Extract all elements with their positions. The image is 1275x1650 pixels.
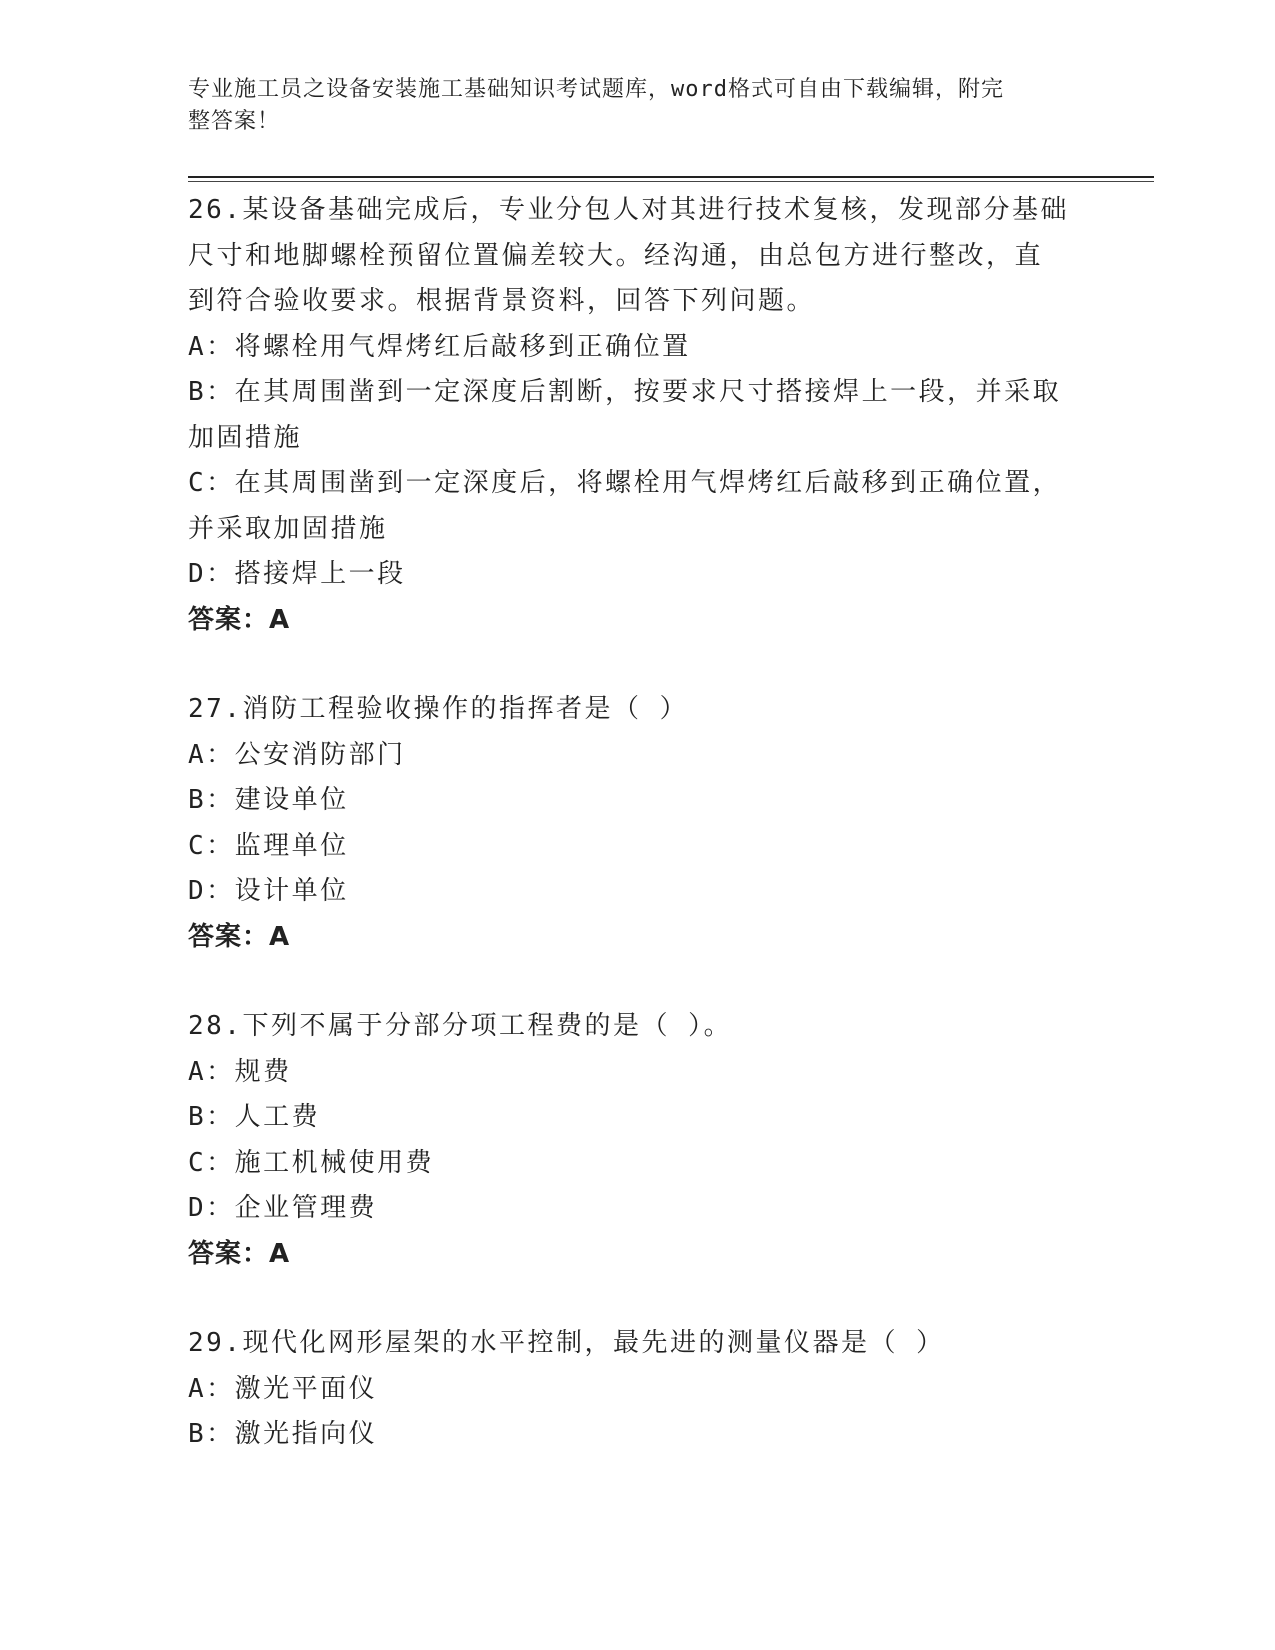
option-text-line: A：激光平面仪	[188, 1373, 378, 1404]
question-block	[188, 1321, 1088, 1458]
option-text-line: 加固措施	[188, 422, 303, 453]
option-text-line: B：在其周围凿到一定深度后割断，按要求尺寸搭接焊上一段，并采取	[188, 377, 1062, 407]
answer-line: 答案：A	[188, 1238, 291, 1269]
option-text-line: C：施工机械使用费	[188, 1147, 435, 1178]
header-divider-thin	[188, 181, 1154, 182]
question-block	[188, 1004, 1088, 1277]
question-block	[188, 687, 1088, 960]
option-text-line: D：设计单位	[188, 876, 349, 906]
option-text-line: B：人工费	[188, 1102, 321, 1132]
question-stem-line: 28.下列不属于分部分项工程费的是（ ）。	[188, 1011, 733, 1041]
question-option	[188, 1367, 1088, 1413]
answer-line: 答案：A	[188, 921, 291, 952]
question-stem-line: 到符合验收要求。根据背景资料，回答下列问题。	[188, 286, 816, 316]
header-title-line-1: 专业施工员之设备安装施工基础知识考试题库，word格式可自由下载编辑，附完	[188, 77, 1004, 102]
question-option	[188, 824, 1088, 870]
question-option	[188, 325, 1088, 371]
option-text-line: D：企业管理费	[188, 1193, 378, 1223]
question-option	[188, 1095, 1088, 1141]
document-header	[188, 74, 1068, 138]
question-option	[188, 778, 1088, 824]
option-text-line: B：建设单位	[188, 785, 349, 815]
answer-line: 答案：A	[188, 604, 291, 635]
question-option	[188, 1186, 1088, 1232]
option-text-line: A：公安消防部门	[188, 739, 406, 770]
option-text-line: B：激光指向仪	[188, 1419, 378, 1449]
option-text-line: 并采取加固措施	[188, 513, 388, 544]
question-block	[188, 188, 1088, 643]
option-text-line: D：搭接焊上一段	[188, 559, 406, 589]
header-divider-thick	[188, 176, 1154, 178]
question-stem-line: 29.现代化网形屋架的水平控制，最先进的测量仪器是（ ）	[188, 1328, 945, 1358]
option-text-line: C：监理单位	[188, 830, 349, 861]
question-option	[188, 1412, 1088, 1458]
question-stem-line: 尺寸和地脚螺栓预留位置偏差较大。经沟通，由总包方进行整改，直	[188, 240, 1044, 271]
question-stem-line: 26.某设备基础完成后，专业分包人对其进行技术复核，发现部分基础	[188, 195, 1069, 225]
question-option	[188, 869, 1088, 915]
question-option	[188, 1141, 1088, 1187]
question-stem-line: 27.消防工程验收操作的指挥者是（ ）	[188, 694, 689, 724]
option-text-line: A：将螺栓用气焊烤红后敲移到正确位置	[188, 331, 691, 362]
question-option	[188, 461, 1088, 552]
question-option	[188, 733, 1088, 779]
header-title-line-2: 整答案！	[188, 109, 281, 134]
option-text-line: C：在其周围凿到一定深度后，将螺栓用气焊烤红后敲移到正确位置，	[188, 468, 1062, 498]
question-option	[188, 370, 1088, 461]
option-text-line: A：规费	[188, 1056, 292, 1087]
question-option	[188, 552, 1088, 598]
question-list	[188, 188, 1088, 1502]
question-option	[188, 1050, 1088, 1096]
